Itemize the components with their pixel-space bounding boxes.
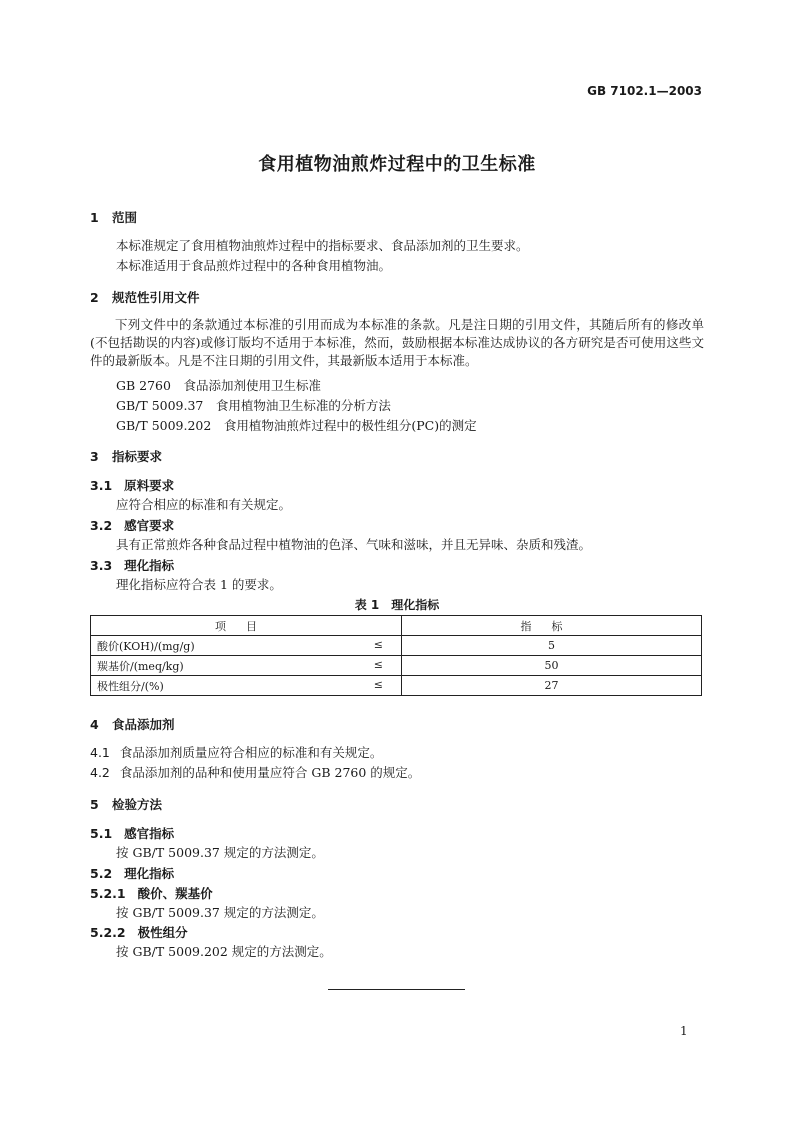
subsection-title: 极性组分: [137, 925, 188, 940]
scope-paragraph-2: 本标准适用于食品煎炸过程中的各种食用植物油。: [116, 258, 392, 273]
subsection-title: 原料要求: [124, 478, 175, 493]
subsection-3-2-heading: [90, 516, 174, 534]
subsection-title: 理化指标: [124, 558, 175, 573]
subsection-number: 5.2: [90, 866, 113, 881]
clause-number: 4.2: [90, 765, 110, 780]
section-2-heading: [90, 288, 200, 306]
table-cell-item: [91, 676, 402, 696]
section-1-heading: [90, 208, 137, 226]
section-3-heading: [90, 447, 162, 465]
subsection-3-3-heading: [90, 556, 174, 574]
subsection-3-1-heading: [90, 476, 174, 494]
section-number: 2: [90, 290, 99, 305]
section-title: 范围: [112, 210, 138, 225]
subsection-number: 3.2: [90, 518, 113, 533]
references-paragraph: 下列文件中的条款通过本标准的引用而成为本标准的条款。凡是注日期的引用文件，其随后所有的修改单(不包括勘误的内容)或修订版均不适用于本标准，然而，鼓励根据本标准达成协议的各方研究是否可使用这些文件的最新版本。凡是不注日期的引用文件，其最新版本适用于本标准。: [90, 317, 704, 368]
section-4-heading: [90, 715, 175, 733]
subsection-number: 3.1: [90, 478, 113, 493]
section-title: 检验方法: [112, 797, 163, 812]
subsection-title: 感官要求: [124, 518, 175, 533]
table-cell-value: 27: [402, 676, 702, 696]
reference-item: GB/T 5009.37 食用植物油卫生标准的分析方法: [116, 398, 391, 413]
section-number: 5: [90, 797, 99, 812]
subsection-title: 酸价、羰基价: [137, 886, 213, 901]
item-label: 极性组分/(%): [97, 679, 164, 693]
column-header-item: 项目: [91, 616, 402, 636]
section-title: 食品添加剂: [112, 717, 175, 732]
table-header-row: [91, 616, 702, 636]
table-cell-value: 5: [402, 636, 702, 656]
subsection-text: 按 GB/T 5009.37 规定的方法测定。: [116, 905, 324, 920]
table-row: [91, 676, 702, 696]
section-number: 3: [90, 449, 99, 464]
standard-code: GB 7102.1—2003: [587, 84, 702, 98]
subsection-number: 5.1: [90, 826, 113, 841]
section-5-heading: [90, 795, 162, 813]
subsection-5-2-2-heading: [90, 923, 188, 941]
end-rule: [328, 989, 465, 990]
subsection-number: 5.2.1: [90, 886, 126, 901]
table-cell-item: [91, 656, 402, 676]
spec-table: [90, 615, 702, 696]
table-row: [91, 656, 702, 676]
item-label: 酸价(KOH)/(mg/g): [97, 639, 195, 653]
page-number: 1: [680, 1024, 688, 1038]
table-caption: 表 1 理化指标: [354, 598, 440, 612]
subsection-text: 具有正常煎炸各种食品过程中植物油的色泽、气味和滋味，并且无异味、杂质和残渣。: [116, 537, 592, 552]
subsection-5-1-heading: [90, 824, 174, 842]
section-title: 规范性引用文件: [112, 290, 200, 305]
subsection-number: 3.3: [90, 558, 113, 573]
operator: ≤: [373, 638, 383, 651]
reference-item: GB 2760 食品添加剂使用卫生标准: [116, 378, 321, 393]
subsection-5-2-1-heading: [90, 884, 213, 902]
clause-text: 食品添加剂的品种和使用量应符合 GB 2760 的规定。: [119, 765, 421, 780]
clause-4-2: [90, 764, 420, 782]
reference-item: GB/T 5009.202 食用植物油煎炸过程中的极性组分(PC)的测定: [116, 418, 477, 433]
operator: ≤: [373, 678, 383, 691]
subsection-text: 应符合相应的标准和有关规定。: [116, 497, 292, 512]
subsection-number: 5.2.2: [90, 925, 126, 940]
column-header-value: 指标: [402, 616, 702, 636]
section-title: 指标要求: [112, 449, 163, 464]
subsection-title: 理化指标: [124, 866, 175, 881]
page-title: 食用植物油煎炸过程中的卫生标准: [258, 154, 536, 175]
clause-number: 4.1: [90, 745, 110, 760]
subsection-text: 理化指标应符合表 1 的要求。: [116, 577, 282, 592]
scope-paragraph-1: 本标准规定了食用植物油煎炸过程中的指标要求、食品添加剂的卫生要求。: [116, 238, 529, 253]
operator: ≤: [373, 658, 383, 671]
table-cell-value: 50: [402, 656, 702, 676]
clause-4-1: [90, 744, 382, 762]
subsection-title: 感官指标: [124, 826, 175, 841]
clause-text: 食品添加剂质量应符合相应的标准和有关规定。: [119, 745, 383, 760]
subsection-5-2-heading: [90, 864, 174, 882]
table-cell-item: [91, 636, 402, 656]
subsection-text: 按 GB/T 5009.37 规定的方法测定。: [116, 845, 324, 860]
subsection-text: 按 GB/T 5009.202 规定的方法测定。: [116, 944, 332, 959]
section-number: 4: [90, 717, 99, 732]
section-number: 1: [90, 210, 99, 225]
table-row: [91, 636, 702, 656]
item-label: 羰基价/(meq/kg): [97, 659, 184, 673]
